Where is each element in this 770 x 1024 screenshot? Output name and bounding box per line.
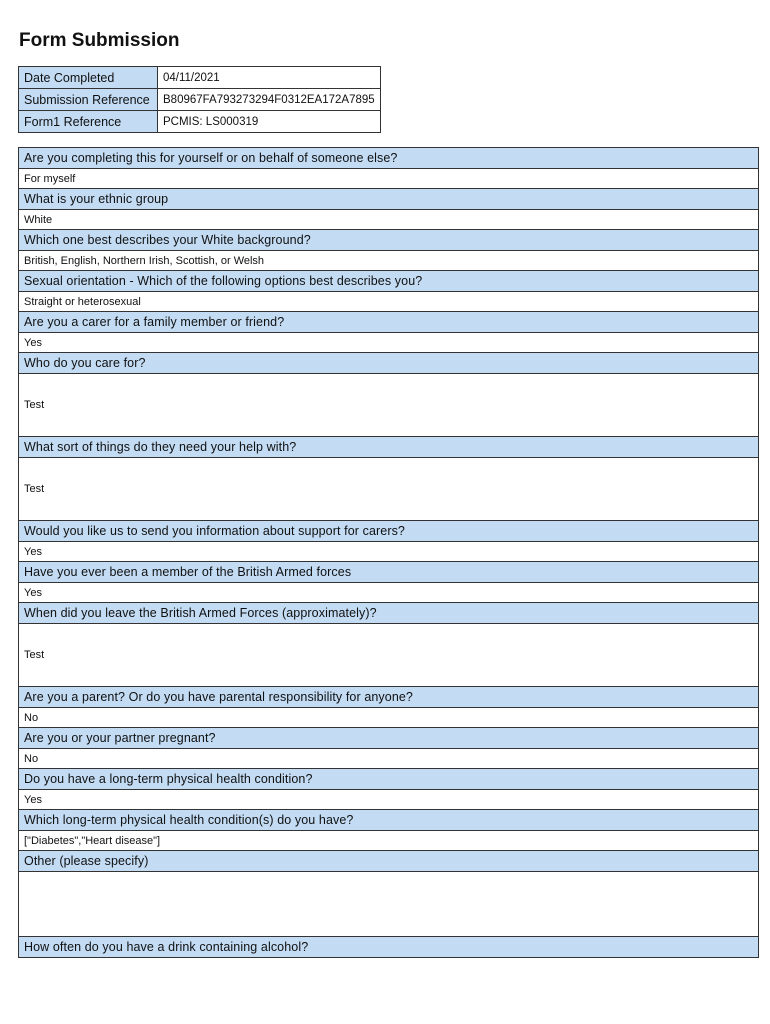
meta-value: B80967FA793273294F0312EA172A7895 [158, 89, 381, 111]
answer-row [19, 583, 759, 603]
question-row [19, 437, 759, 458]
question-text: Which one best describes your White background? [19, 230, 759, 251]
answer-text: British, English, Northern Irish, Scottish, or Welsh [19, 251, 759, 271]
question-row [19, 769, 759, 790]
question-text: Other (please specify) [19, 851, 759, 872]
question-text: How often do you have a drink containing alcohol? [19, 937, 759, 958]
answer-row [19, 790, 759, 810]
page-title: Form Submission [19, 30, 180, 51]
question-text: Which long-term physical health condition(s) do you have? [19, 810, 759, 831]
answer-text: Yes [19, 583, 759, 603]
answer-text: Test [19, 624, 759, 687]
answer-row [19, 749, 759, 769]
meta-row-submission-reference [19, 89, 381, 111]
question-row [19, 148, 759, 169]
question-row [19, 603, 759, 624]
question-row [19, 728, 759, 749]
answer-text: Test [19, 374, 759, 437]
meta-row-date [19, 67, 381, 89]
question-text: Would you like us to send you information about support for carers? [19, 521, 759, 542]
question-text: Are you completing this for yourself or on behalf of someone else? [19, 148, 759, 169]
questions-table [18, 147, 759, 958]
answer-text: For myself [19, 169, 759, 189]
question-text: Are you a parent? Or do you have parental responsibility for anyone? [19, 687, 759, 708]
answer-row [19, 831, 759, 851]
answer-text: ["Diabetes","Heart disease"] [19, 831, 759, 851]
answer-row [19, 292, 759, 312]
question-row [19, 937, 759, 958]
answer-row [19, 333, 759, 353]
answer-row [19, 542, 759, 562]
meta-row-form1-reference [19, 111, 381, 133]
question-row [19, 271, 759, 292]
question-row [19, 851, 759, 872]
submission-meta-table [18, 66, 381, 133]
question-row [19, 230, 759, 251]
answer-row [19, 169, 759, 189]
question-row [19, 189, 759, 210]
answer-row [19, 458, 759, 521]
answer-text: No [19, 708, 759, 728]
answer-row [19, 708, 759, 728]
meta-label: Submission Reference [19, 89, 158, 111]
answer-text: Yes [19, 790, 759, 810]
question-text: Sexual orientation - Which of the following options best describes you? [19, 271, 759, 292]
question-text: Who do you care for? [19, 353, 759, 374]
answer-text: Straight or heterosexual [19, 292, 759, 312]
question-text: What sort of things do they need your help with? [19, 437, 759, 458]
answer-text: No [19, 749, 759, 769]
question-row [19, 810, 759, 831]
answer-row [19, 872, 759, 937]
question-row [19, 521, 759, 542]
answer-text: Test [19, 458, 759, 521]
question-text: Do you have a long-term physical health condition? [19, 769, 759, 790]
question-text: When did you leave the British Armed Forces (approximately)? [19, 603, 759, 624]
question-text: Are you or your partner pregnant? [19, 728, 759, 749]
answer-text [19, 872, 759, 937]
answer-row [19, 624, 759, 687]
answer-row [19, 251, 759, 271]
question-text: Are you a carer for a family member or friend? [19, 312, 759, 333]
question-row [19, 353, 759, 374]
meta-label: Date Completed [19, 67, 158, 89]
question-text: What is your ethnic group [19, 189, 759, 210]
answer-text: Yes [19, 542, 759, 562]
question-row [19, 687, 759, 708]
meta-label: Form1 Reference [19, 111, 158, 133]
answer-row [19, 374, 759, 437]
answer-text: Yes [19, 333, 759, 353]
answer-row [19, 210, 759, 230]
meta-value: 04/11/2021 [158, 67, 381, 89]
question-text: Have you ever been a member of the British Armed forces [19, 562, 759, 583]
meta-value: PCMIS: LS000319 [158, 111, 381, 133]
answer-text: White [19, 210, 759, 230]
question-row [19, 562, 759, 583]
question-row [19, 312, 759, 333]
